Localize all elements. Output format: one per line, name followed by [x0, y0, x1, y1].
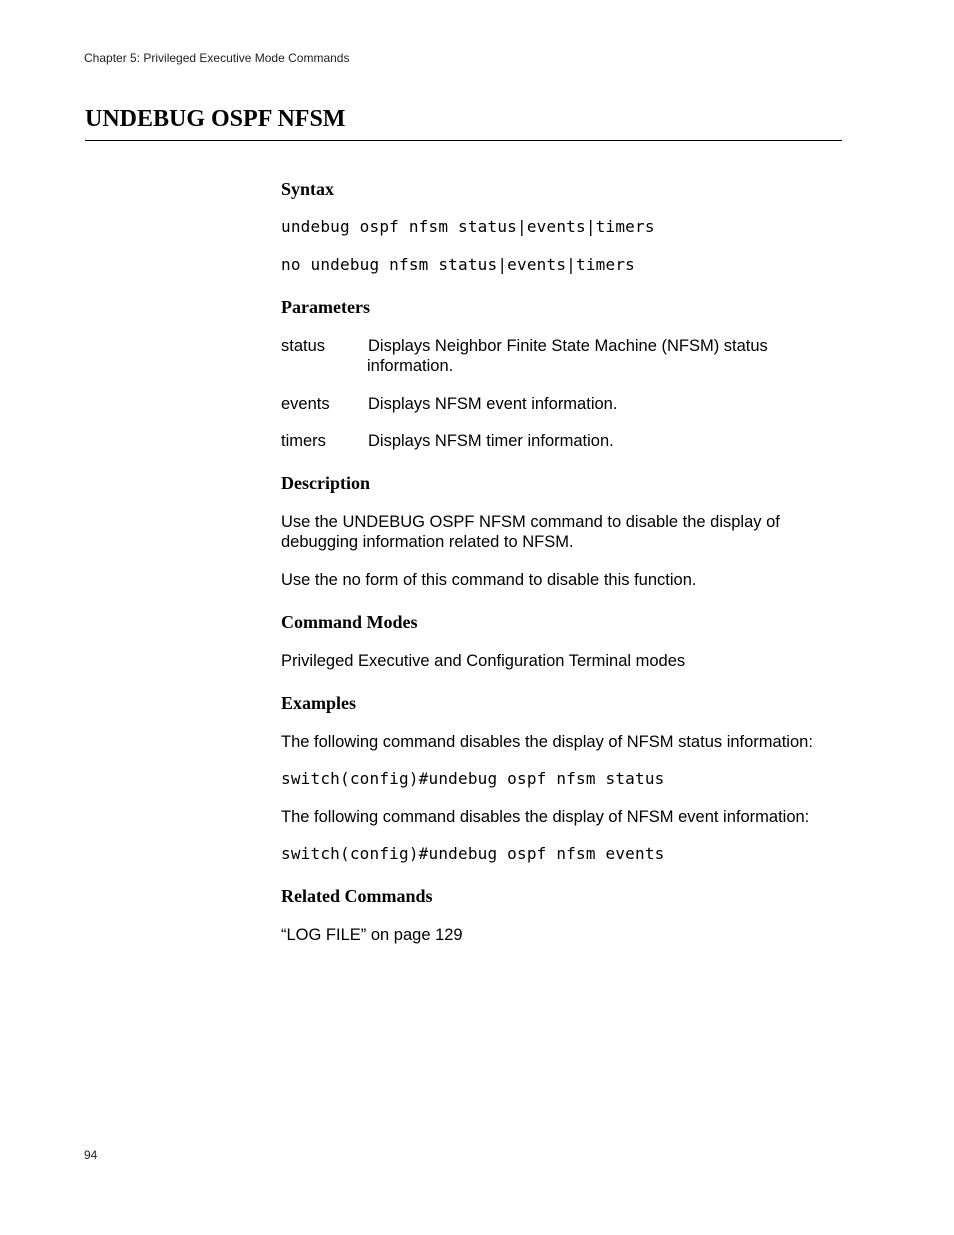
page-title: UNDEBUG OSPF NFSM: [85, 106, 346, 132]
related-commands-heading: Related Commands: [281, 886, 433, 906]
title-rule: [85, 140, 842, 141]
description-paragraph: Use the UNDEBUG OSPF NFSM command to disable the display of debugging information related to NFSM.: [281, 513, 780, 551]
param-name-events: events: [281, 395, 330, 413]
syntax-line-no-form: no undebug nfsm status|events|timers: [281, 255, 635, 274]
example-text: The following command disables the display of NFSM event information:: [281, 808, 810, 826]
syntax-line: undebug ospf nfsm status|events|timers: [281, 217, 655, 236]
parameters-heading: Parameters: [281, 297, 370, 317]
description-paragraph-no-form: Use the no form of this command to disable this function.: [281, 571, 697, 589]
examples-heading: Examples: [281, 693, 357, 713]
page-number: 94: [84, 1148, 98, 1162]
param-desc-timers-text: Displays NFSM timer information.: [368, 432, 614, 450]
command-modes-heading: Command Modes: [281, 612, 418, 632]
param-desc-timers: [367, 431, 837, 451]
command-modes-text: Privileged Executive and Configuration Terminal modes: [281, 652, 686, 670]
related-command-link[interactable]: “LOG FILE” on page 129: [281, 926, 463, 944]
param-desc-events: [367, 394, 837, 414]
param-desc-events-text: Displays NFSM event information.: [368, 395, 618, 413]
param-name-timers: timers: [281, 432, 326, 450]
param-desc-status-text: Displays Neighbor Finite State Machine (NFSM) status information.: [367, 337, 768, 375]
running-header: Chapter 5: Privileged Executive Mode Commands: [84, 51, 350, 65]
param-name-status: status: [281, 337, 326, 355]
param-desc-status: [367, 336, 837, 376]
example-text: The following command disables the display of NFSM status information:: [281, 733, 813, 751]
example-code: switch(config)#undebug ospf nfsm status: [281, 769, 665, 788]
syntax-heading: Syntax: [281, 179, 335, 199]
description-heading: Description: [281, 473, 370, 493]
example-code: switch(config)#undebug ospf nfsm events: [281, 844, 665, 863]
